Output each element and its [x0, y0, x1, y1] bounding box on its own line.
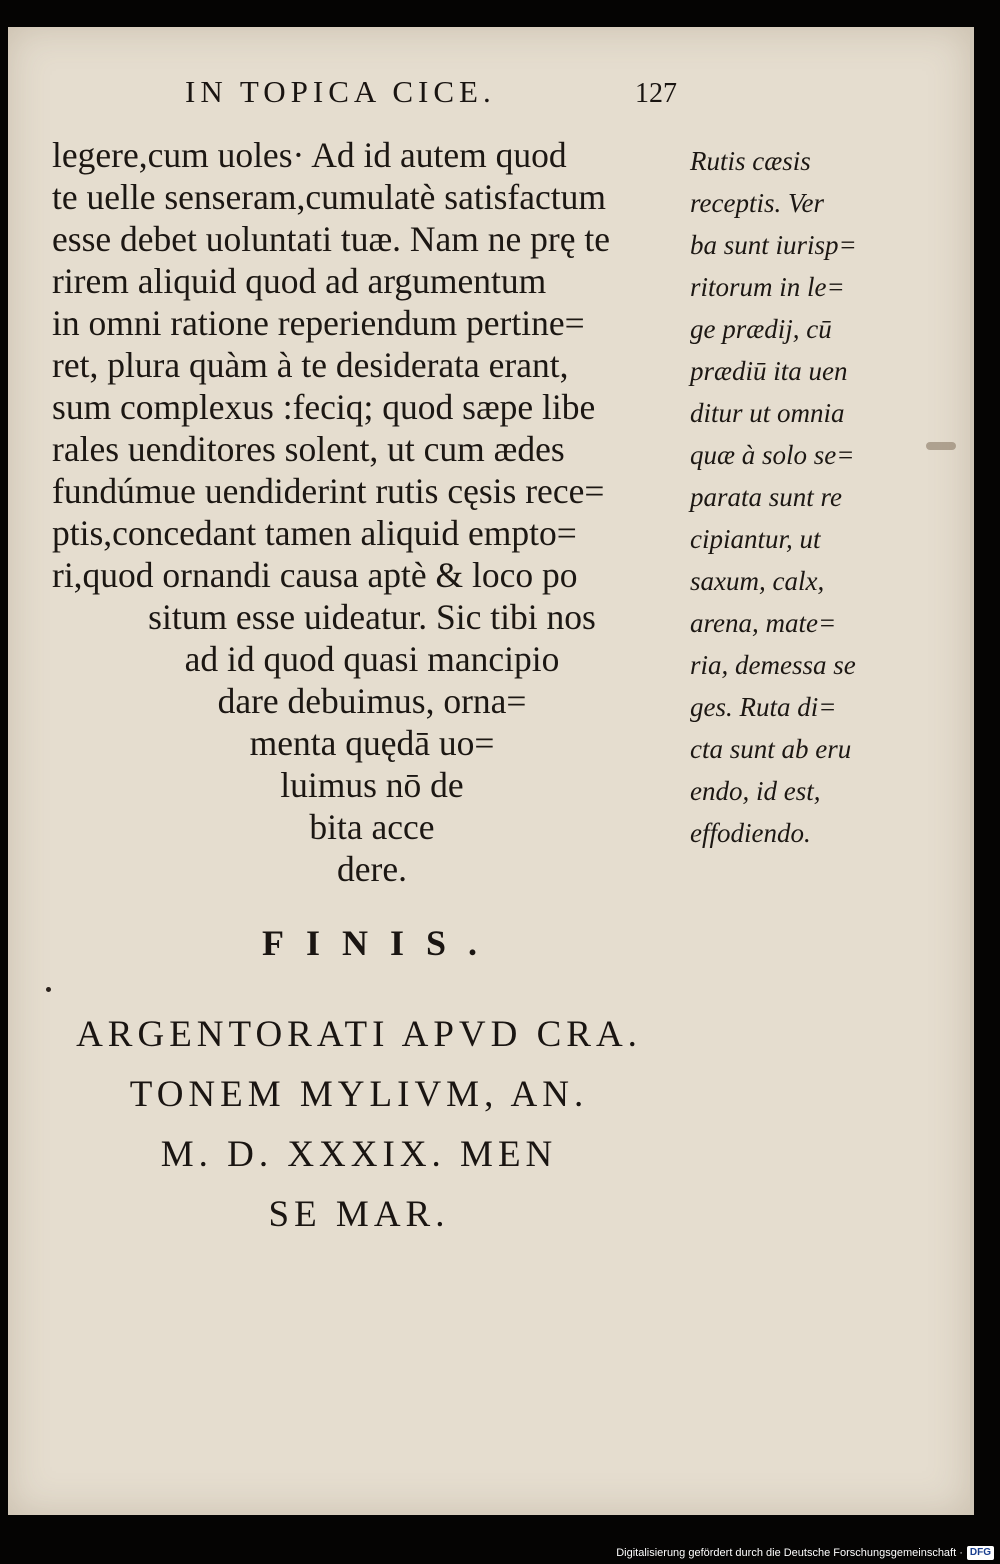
- text-line: ri,quod ornandi causa aptè & loco po: [52, 555, 578, 595]
- margin-line: ba sunt iurisp=: [690, 230, 857, 260]
- text-line: menta quędā uo=: [249, 723, 495, 763]
- margin-line: arena, mate=: [690, 608, 837, 638]
- margin-line: quæ à solo se=: [690, 440, 855, 470]
- margin-line: endo, id est,: [690, 776, 821, 806]
- marginal-note: [690, 140, 890, 854]
- margin-line: cta sunt ab eru: [690, 734, 852, 764]
- dfg-logo: DFG: [967, 1546, 994, 1560]
- margin-line: ria, demessa se: [690, 650, 856, 680]
- text-line: te uelle senseram,cumulatè satisfactum: [52, 177, 606, 217]
- margin-line: Rutis cæsis: [690, 146, 811, 176]
- text-line: bita acce: [309, 807, 435, 847]
- text-line: legere,cum uoles· Ad id autem quod: [52, 135, 567, 175]
- text-line: rales uenditores solent, ut cum ædes: [52, 429, 565, 469]
- text-line: in omni ratione reperiendum pertine=: [52, 303, 585, 343]
- colophon-line: M. D. XXXIX. MEN: [160, 1134, 558, 1175]
- text-line: ptis,concedant tamen aliquid empto=: [52, 513, 577, 553]
- text-line: situm esse uideatur. Sic tibi nos: [148, 597, 596, 637]
- margin-line: parata sunt re: [690, 482, 843, 512]
- text-line: ret, plura quàm à te desiderata erant,: [52, 345, 569, 385]
- margin-line: cipiantur, ut: [690, 524, 821, 554]
- running-header: [185, 74, 705, 114]
- text-line: dere.: [337, 849, 407, 889]
- finis-heading: FINIS.: [262, 923, 500, 963]
- margin-line: ge prædij, cū: [690, 314, 832, 344]
- colophon: [44, 1005, 674, 1245]
- colophon-line: TONEM MYLIVM, AN.: [129, 1074, 589, 1115]
- text-line: esse debet uoluntati tuæ. Nam ne prę te: [52, 219, 610, 259]
- digitization-credit: [616, 1544, 994, 1562]
- page-number: 127: [635, 78, 677, 109]
- margin-line: saxum, calx,: [690, 566, 825, 596]
- margin-line: ritorum in le=: [690, 272, 845, 302]
- page-stain: [926, 442, 956, 450]
- main-text-block: [52, 134, 692, 890]
- ink-dot: [46, 987, 51, 992]
- margin-line: effodiendo.: [690, 818, 811, 848]
- colophon-line: SE MAR.: [268, 1194, 450, 1235]
- text-line: luimus nō de: [280, 765, 464, 805]
- text-line: rirem aliquid quod ad argumentum: [52, 261, 547, 301]
- credit-text: Digitalisierung gefördert durch die Deutsche Forschungsgemeinschaft ·: [616, 1547, 963, 1559]
- running-title: IN TOPICA CICE.: [185, 74, 496, 109]
- colophon-line: ARGENTORATI APVD CRA.: [76, 1014, 642, 1055]
- margin-line: receptis. Ver: [690, 188, 824, 218]
- text-line: fundúmue uendiderint rutis cęsis rece=: [52, 471, 605, 511]
- margin-line: ges. Ruta di=: [690, 692, 837, 722]
- margin-line: prædiū ita uen: [690, 356, 848, 386]
- text-line: ad id quod quasi mancipio: [184, 639, 560, 679]
- margin-line: ditur ut omnia: [690, 398, 845, 428]
- text-line: sum complexus :feciq; quod sæpe libe: [52, 387, 596, 427]
- text-line: dare debuimus, orna=: [217, 681, 527, 721]
